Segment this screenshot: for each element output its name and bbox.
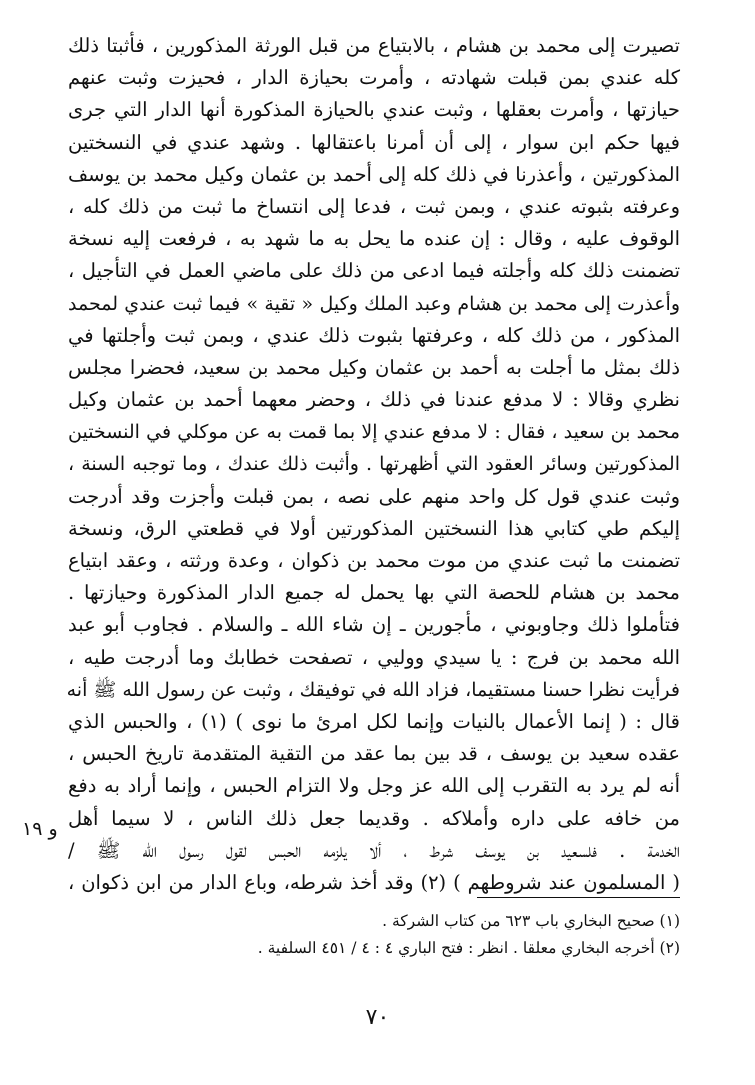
footnote-1: (١) صحيح البخاري باب ٦٢٣ من كتاب الشركة .: [382, 912, 680, 930]
text-line: إليكم طي كتابي هذا النسختين المذكورتين أولا في قطعتي الرق، ونسخة: [68, 516, 680, 540]
text-line: الوقوف عليه ، وقال : إن عنده ما يحل به ما شهد به ، فرفعت إليه نسخة: [68, 227, 680, 251]
text-line: فتأملوا ذلك وجاوبوني ، مأجورين ـ إن شاء الله ـ والسلام . فجاوب أبو عبد: [68, 613, 680, 637]
text-line: أنه لم يرد به التقرب إلى الله عز وجل ولا التزام الحبس ، وإنما أراد به دفع: [68, 774, 680, 798]
text-line: تضمنت ما ثبت عندي من موت محمد بن ذكوان ، وعدة ورثته ، وعقد ابتياع: [68, 549, 680, 572]
text-line: الخدمة . فلسعيد بن يوسف شرط ، ألا يلزمه الحبس لقول رسول الله ﷺ /: [68, 838, 680, 862]
text-line: تضمنت ذلك كله وأجلته فيما ادعى من ذلك على ماضي العمل في التأجيل ،: [68, 259, 680, 283]
text-line: وأعذرت إلى محمد بن هشام وعبد الملك وكيل « تقية » فيما ثبت عندي لمحمد: [68, 292, 680, 315]
margin-folio-note: و ١٩: [22, 818, 58, 840]
text-line: كله عندي بمن قبلت شهادته ، وأمرت بحيازة الدار ، فحيزت وثبت عنهم: [68, 66, 680, 90]
main-text-block: [68, 30, 680, 899]
text-line: المذكورتين وسائر العقود التي أظهرتها . وأثبت ذلك عندك ، وما توجبه السنة ،: [68, 453, 680, 476]
text-line: من خافه على داره وأملاكه . وقديما جعل ذلك الناس ، لا سيما أهل: [68, 806, 680, 830]
text-line: وعرفته بثبوته عندي ، وبمن ثبت ، فدعا إلى انتساخ ما ثبت من ذلك كله ،: [68, 194, 680, 218]
text-line: الله محمد بن فرج : يا سيدي ووليي ، تصفحت خطابك وما أدرجت طيه ،: [68, 645, 680, 669]
text-line: محمد بن سعيد ، فقال : لا مدفع عندي إلا بما قمت به عن موكلي في النسختين: [68, 421, 680, 444]
text-line: ذلك بمثل ما أجلت به أحمد بن عثمان وكيل محمد بن سعيد، فحضرا مجلس: [68, 355, 680, 379]
page-number: ٧٠: [365, 1005, 390, 1030]
text-line: تصيرت إلى محمد بن هشام ، بالابتياع من قبل الورثة المذكورين ، فأثبتا ذلك: [68, 34, 680, 57]
text-line: عقده سعيد بن يوسف ، قد بين بما عقد من التقية المتقدمة تاريخ الحبس ،: [68, 742, 680, 766]
text-line: فيها حكم ابن سوار ، إلى أن أمرنا باعتقالها . وشهد عندي في النسختين: [68, 130, 680, 154]
text-line: المذكور ، من ذلك كله ، وعرفتها بثبوت ذلك عندي ، وبمن ثبت وأجلتها في: [68, 323, 680, 347]
footnotes: [68, 908, 680, 962]
text-line: وثبت عندي قول كل واحد منهم على نصه ، بمن قبلت وأجزت وقد أدرجت: [68, 484, 680, 508]
text-line: فرأيت نظرا حسنا مستقيما، فزاد الله في توفيقك ، وثبت عن رسول الله ﷺ أنه: [66, 678, 680, 701]
text-line: المذكورتين ، وأعذرنا في ذلك كله إلى أحمد بن عثمان وكيل محمد بن يوسف: [68, 162, 680, 186]
text-line: حيازتها ، وأمرت بعقلها ، وثبت عندي بالحيازة المذكورة أنها الدار التي جرى: [68, 98, 680, 122]
text-line: محمد بن هشام للحصة التي بها يحمل له جميع الدار المذكورة وحيازتها .: [68, 581, 680, 605]
footnote-2: (٢) أخرجه البخاري معلقا . انظر : فتح الباري ٤ : ٤ / ٤٥١ السلفية .: [257, 939, 680, 957]
text-line: قال : ( إنما الأعمال بالنيات وإنما لكل امرئ ما نوى ) (١) ، والحبس الذي: [68, 709, 680, 733]
text-line: ( المسلمون عند شروطهم ) (٢) وقد أخذ شرطه، وباع الدار من ابن ذكوان ،: [68, 870, 680, 894]
footnote-separator: [477, 897, 680, 898]
text-line: نظري وقالا : لا مدفع عندنا في ذلك ، وحضر معهما أحمد بن عثمان وكيل: [68, 388, 680, 412]
